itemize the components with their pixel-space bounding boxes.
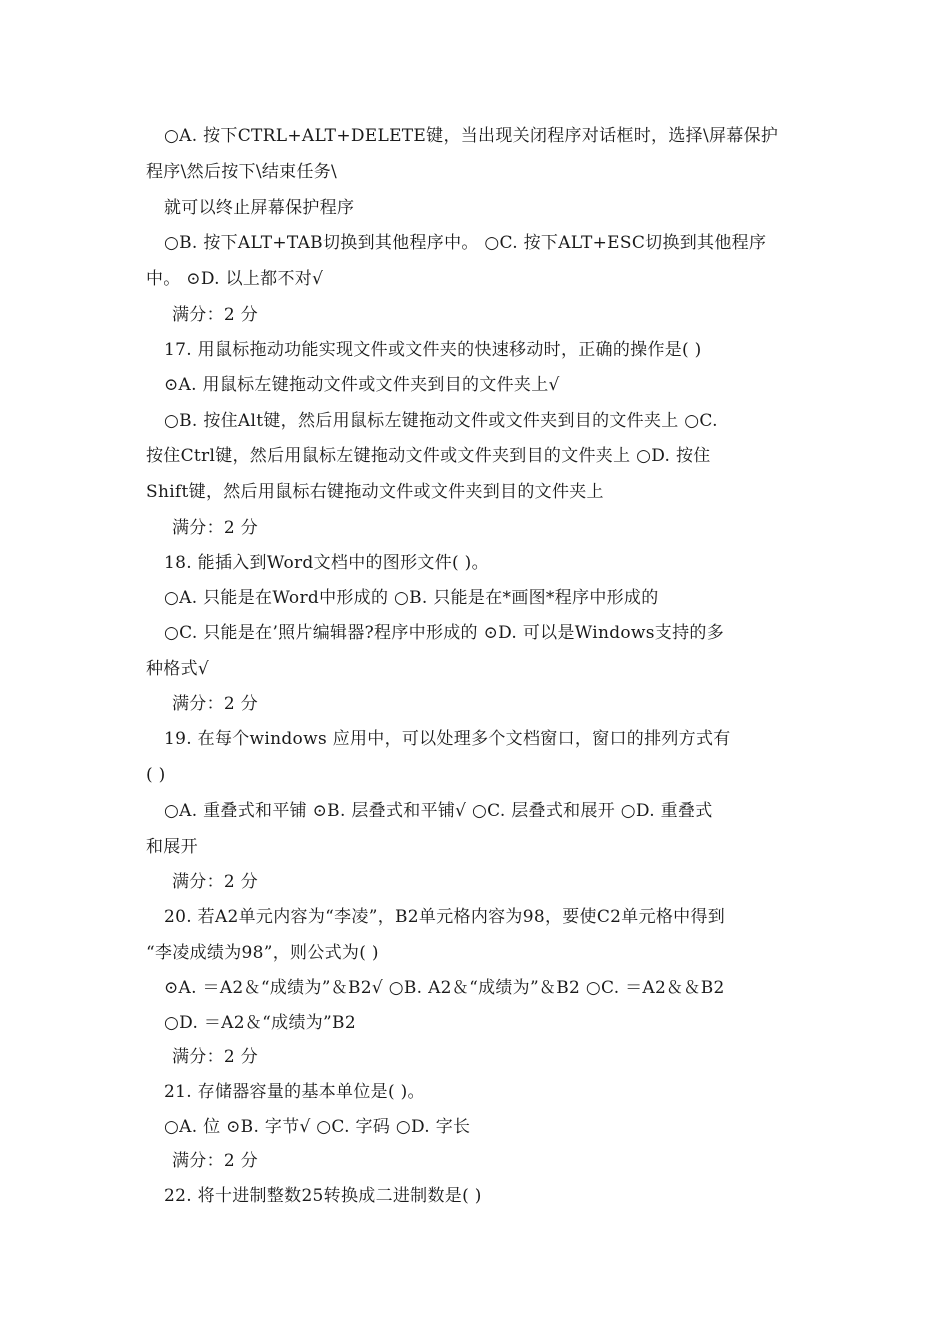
- q18-options-ab-line: ○A. 只能是在Word中形成的 ○B. 只能是在*画图*程序中形成的: [164, 588, 659, 608]
- q16-option-a-line: ○A. 按下CTRL+ALT+DELETE键，当出现关闭程序对话框时，选择\屏幕保护: [164, 126, 779, 146]
- q19-question-continued: ( ): [146, 765, 166, 785]
- q21-question: 21. 存储器容量的基本单位是( )。: [164, 1082, 425, 1102]
- q18-question: 18. 能插入到Word文档中的图形文件( )。: [164, 553, 489, 573]
- q20-options-abc-line: ⊙A. ＝A2＆“成绩为”＆B2√ ○B. A2＆“成绩为”＆B2 ○C. ＝A2＆＆B2: [164, 978, 725, 998]
- q17-options-bc-line: ○B. 按住Alt键，然后用鼠标左键拖动文件或文件夹到目的文件夹上 ○C.: [164, 411, 718, 431]
- q19-question: 19. 在每个windows 应用中，可以处理多个文档窗口，窗口的排列方式有: [164, 729, 731, 749]
- q17-options-cd-line: 按住Ctrl键，然后用鼠标左键拖动文件或文件夹到目的文件夹上 ○D. 按住: [146, 446, 711, 466]
- q16-options-bc-line: ○B. 按下ALT+TAB切换到其他程序中。 ○C. 按下ALT+ESC切换到其他程序: [164, 233, 767, 253]
- q22-question: 22. 将十进制整数25转换成二进制数是( ): [164, 1186, 482, 1206]
- q17-score: 满分：2 分: [172, 518, 259, 538]
- q20-question-continued: “李凌成绩为98”，则公式为( ): [146, 943, 379, 963]
- q16-option-a-continued-2: 就可以终止屏幕保护程序: [164, 198, 355, 218]
- q19-options-line: ○A. 重叠式和平铺 ⊙B. 层叠式和平铺√ ○C. 层叠式和展开 ○D. 重叠式: [164, 801, 713, 821]
- q18-option-d-continued: 种格式√: [146, 659, 210, 679]
- q18-options-cd-line: ○C. 只能是在’照片编辑器?程序中形成的 ⊙D. 可以是Windows支持的多: [164, 623, 724, 643]
- q20-option-d: ○D. ＝A2＆“成绩为”B2: [164, 1013, 356, 1033]
- q19-option-d-continued: 和展开: [146, 837, 198, 857]
- q17-question: 17. 用鼠标拖动功能实现文件或文件夹的快速移动时，正确的操作是( ): [164, 340, 702, 360]
- q16-score: 满分：2 分: [172, 305, 259, 325]
- q20-score: 满分：2 分: [172, 1047, 259, 1067]
- q17-option-d-continued: Shift键，然后用鼠标右键拖动文件或文件夹到目的文件夹上: [146, 482, 604, 502]
- q20-question: 20. 若A2单元内容为“李凌”，B2单元格内容为98，要使C2单元格中得到: [164, 907, 726, 927]
- q18-score: 满分：2 分: [172, 694, 259, 714]
- q21-score: 满分：2 分: [172, 1151, 259, 1171]
- q19-score: 满分：2 分: [172, 872, 259, 892]
- q16-option-a-continued: 程序\然后按下\结束任务\: [146, 162, 338, 182]
- q21-options-line: ○A. 位 ⊙B. 字节√ ○C. 字码 ○D. 字长: [164, 1117, 471, 1137]
- q16-options-cd-line: 中。 ⊙D. 以上都不对√: [146, 269, 324, 289]
- q17-option-a: ⊙A. 用鼠标左键拖动文件或文件夹到目的文件夹上√: [164, 375, 560, 395]
